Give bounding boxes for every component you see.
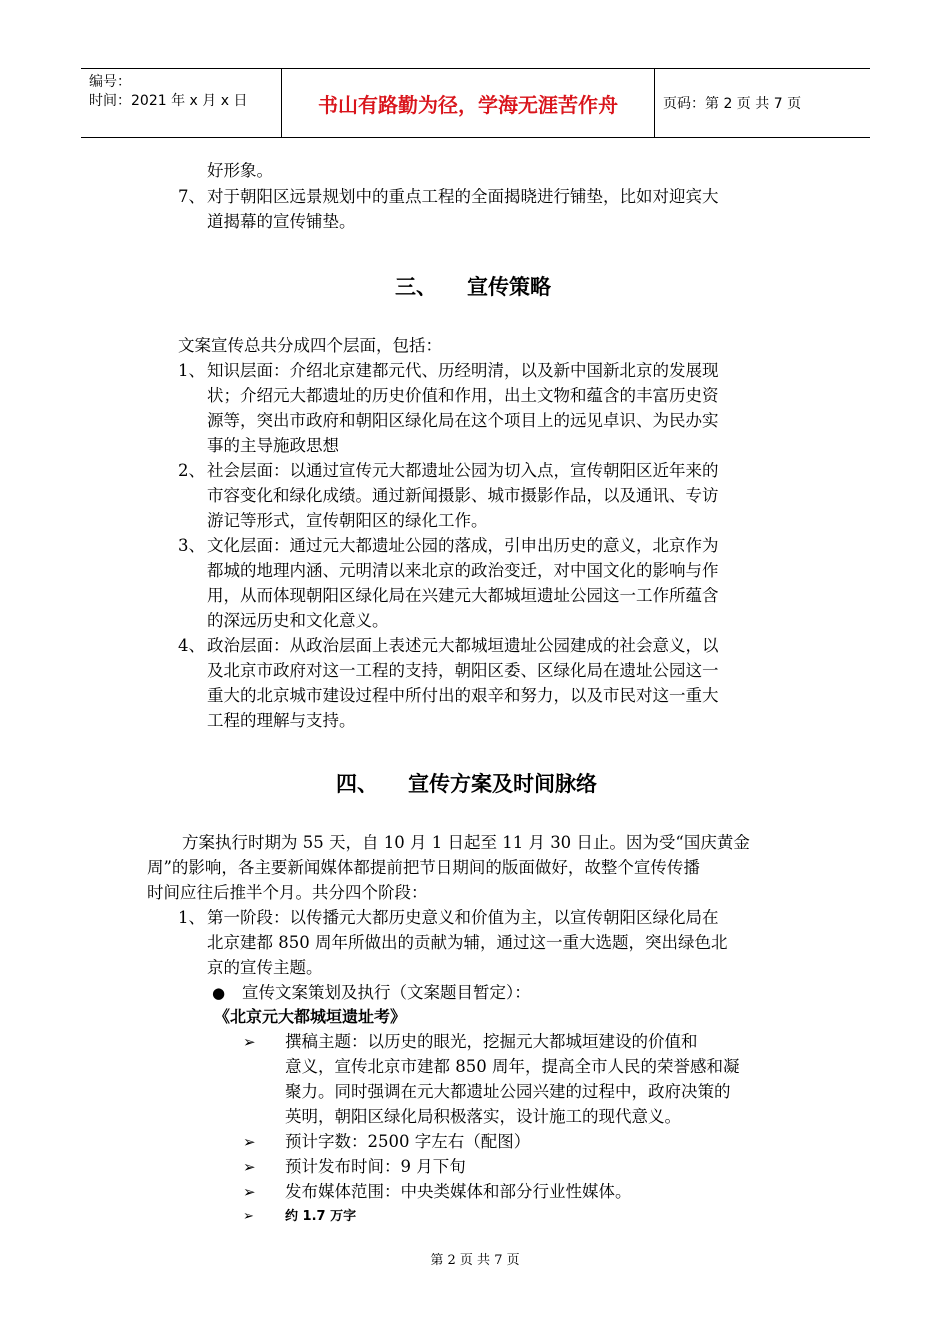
text-line: 社会层面：以通过宣传元大都遗址公园为切入点，宣传朝阳区近年来的 — [207, 461, 719, 480]
text-line: 好形象。 — [207, 161, 273, 180]
text-line: 知识层面：介绍北京建都元代、历经明清，以及新中国新北京的发展现 — [207, 361, 719, 380]
section-title: 宣传方案及时间脉络 — [408, 772, 597, 796]
text-line: 文化层面：通过元大都遗址公园的落成，引申出历史的意义，北京作为 — [207, 536, 719, 555]
text-line: 发布媒体范围：中央类媒体和部分行业性媒体。 — [285, 1182, 632, 1201]
header-page-info: 页码：第 2 页 共 7 页 — [663, 96, 802, 112]
bullet-icon: ● — [212, 984, 226, 1002]
text-line: 的深远历史和文化意义。 — [207, 611, 389, 630]
text-line: 重大的北京城市建设过程中所付出的艰辛和努力，以及市民对这一重大 — [207, 686, 719, 705]
text-line: 周”的影响，各主要新闻媒体都提前把节日期间的版面做好，故整个宣传传播 — [147, 858, 700, 877]
text-line: 第一阶段：以传播元大都历史意义和价值为主，以宣传朝阳区绿化局在 — [207, 908, 719, 927]
text-line: 方案执行时期为 55 天，自 10 月 1 日起至 11 月 30 日止。因为受“国庆黄金 — [182, 833, 750, 852]
article-title: 《北京元大都城垣遗址考》 — [214, 1007, 407, 1026]
header-motto: 书山有路勤为径，学海无涯苦作舟 — [282, 69, 655, 137]
text-line: 政治层面：从政治层面上表述元大都城垣遗址公园建成的社会意义，以 — [207, 636, 719, 655]
arrow-bullet-icon: ➢ — [243, 1033, 256, 1051]
text-line: 北京建都 850 周年所做出的贡献为辅，通过这一重大选题，突出绿色北 — [207, 933, 728, 952]
page-header-table — [81, 68, 870, 138]
list-number: 3、 — [178, 536, 205, 555]
list-number: 7、 — [178, 187, 205, 206]
text-line: 英明，朝阳区绿化局积极落实，设计施工的现代意义。 — [285, 1107, 681, 1126]
text-line: 意义，宣传北京市建都 850 周年，提高全市人民的荣誉感和凝 — [285, 1057, 740, 1076]
paragraph-intro: 文案宣传总共分成四个层面，包括： — [178, 336, 442, 355]
list-number: 2、 — [178, 461, 205, 480]
arrow-bullet-icon: ➢ — [243, 1158, 256, 1176]
footer-page-number: 第 2 页 共 7 页 — [430, 1253, 520, 1268]
text-line: 事的主导施政思想 — [207, 436, 339, 455]
text-line: 约 1.7 万字 — [285, 1209, 357, 1224]
arrow-bullet-icon: ➢ — [243, 1209, 254, 1224]
text-line: 撰稿主题：以历史的眼光，挖掘元大都城垣建设的价值和 — [285, 1032, 698, 1051]
text-line: 预计发布时间：9 月下旬 — [285, 1157, 466, 1176]
arrow-bullet-icon: ➢ — [243, 1183, 256, 1201]
text-line: 市容变化和绿化成绩。通过新闻摄影、城市摄影作品，以及通讯、专访 — [207, 486, 719, 505]
text-line: 道揭幕的宣传铺垫。 — [207, 212, 356, 231]
section-heading-4 — [336, 768, 597, 798]
text-line: 游记等形式，宣传朝阳区的绿化工作。 — [207, 511, 488, 530]
text-line: 及北京市政府对这一工程的支持，朝阳区委、区绿化局在遗址公园这一 — [207, 661, 719, 680]
header-meta-cell — [81, 69, 282, 137]
text-line: 对于朝阳区远景规划中的重点工程的全面揭晓进行铺垫，比如对迎宾大 — [207, 187, 719, 206]
text-line: 京的宣传主题。 — [207, 958, 323, 977]
text-line: 预计字数：2500 字左右（配图） — [285, 1132, 531, 1151]
text-line: 聚力。同时强调在元大都遗址公园兴建的过程中，政府决策的 — [285, 1082, 731, 1101]
section-number: 四、 — [336, 772, 378, 796]
page-footer — [0, 1249, 950, 1268]
section-title: 宣传策略 — [467, 275, 551, 299]
bullet-text: 宣传文案策划及执行（文案题目暂定）： — [242, 983, 531, 1002]
section-number: 三、 — [395, 275, 437, 299]
text-line: 源等，突出市政府和朝阳区绿化局在这个项目上的远见卓识、为民办实 — [207, 411, 719, 430]
text-line: 时间应往后推半个月。共分四个阶段： — [147, 883, 428, 902]
text-line: 用，从而体现朝阳区绿化局在兴建元大都城垣遗址公园这一工作所蕴含 — [207, 586, 719, 605]
text-line: 工程的理解与支持。 — [207, 711, 356, 730]
list-number: 1、 — [178, 361, 205, 380]
list-number: 4、 — [178, 636, 205, 655]
text-line: 状；介绍元大都遗址的历史价值和作用，出土文物和蕴含的丰富历史资 — [207, 386, 719, 405]
time-label: 时间：2021 年 x 月 x 日 — [89, 93, 248, 109]
arrow-bullet-icon: ➢ — [243, 1133, 256, 1151]
text-line: 都城的地理内涵、元明清以来北京的政治变迁，对中国文化的影响与作 — [207, 561, 719, 580]
section-heading-3 — [395, 271, 551, 301]
list-number: 1、 — [178, 908, 205, 927]
number-label: 编号： — [89, 74, 131, 90]
